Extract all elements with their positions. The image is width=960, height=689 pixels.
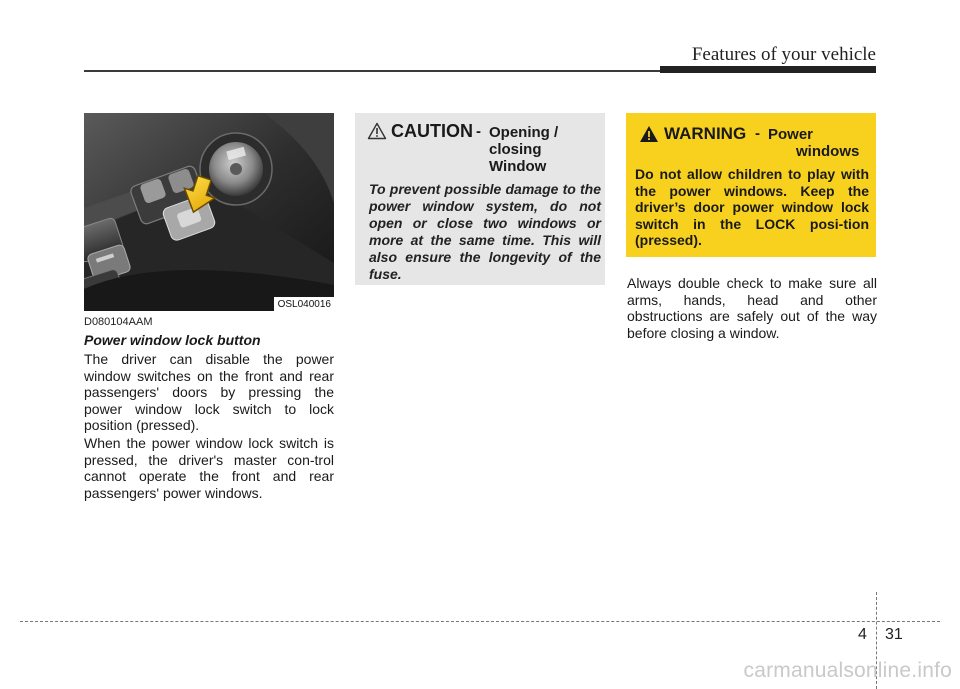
caution-subtitle-line: closing (489, 141, 542, 158)
section-code: D080104AAM (84, 316, 153, 328)
caution-box (355, 113, 605, 285)
mirror-control-knob (200, 133, 272, 205)
warning-triangle-icon (639, 125, 659, 143)
door-panel-illustration (84, 113, 334, 311)
footer-rule (20, 621, 940, 622)
warning-dash: - (755, 125, 760, 142)
page-number: 31 (885, 626, 903, 643)
warning-subtitle-line: windows (796, 143, 860, 160)
warning-heading: WARNING (664, 124, 747, 143)
caution-subtitle-line: Window (489, 158, 547, 175)
caution-text: To prevent possible damage to the power window system, do not open or close two windows or more at the same time. This will also ensure the longevity of the fuse. (369, 181, 601, 282)
warning-subtitle-line: Power (768, 126, 814, 143)
caution-heading: CAUTION (391, 121, 473, 141)
door-switch-photo (84, 113, 334, 311)
header-accent-bar (660, 66, 876, 73)
chapter-number: 4 (858, 626, 867, 643)
header-title: Features of your vehicle (691, 44, 876, 65)
warning-box (626, 113, 876, 257)
caution-subtitle-line: Opening / (489, 124, 559, 141)
paragraph-disable-switches: The driver can disable the power window switches on the front and rear passengers' doors by pressing the power window lock switch to lock position (pressed). (84, 351, 334, 434)
section-title: Power window lock button (84, 332, 261, 348)
caution-triangle-icon (367, 122, 387, 140)
paragraph-double-check: Always double check to make sure all arms, hands, head and other obstructions are safely out of the way before closing a window. (627, 275, 877, 341)
figure-label: OSL040016 (274, 297, 334, 311)
watermark: carmanualsonline.info (743, 659, 952, 682)
caution-dash: - (476, 123, 481, 140)
warning-text: Do not allow children to play with the power windows. Keep the driver’s door power window lock switch in the LOCK posi-tion (pressed). (635, 166, 869, 248)
paragraph-master-control: When the power window lock switch is pressed, the driver's master con-trol cannot operate the front and rear passengers' power windows. (84, 435, 334, 501)
